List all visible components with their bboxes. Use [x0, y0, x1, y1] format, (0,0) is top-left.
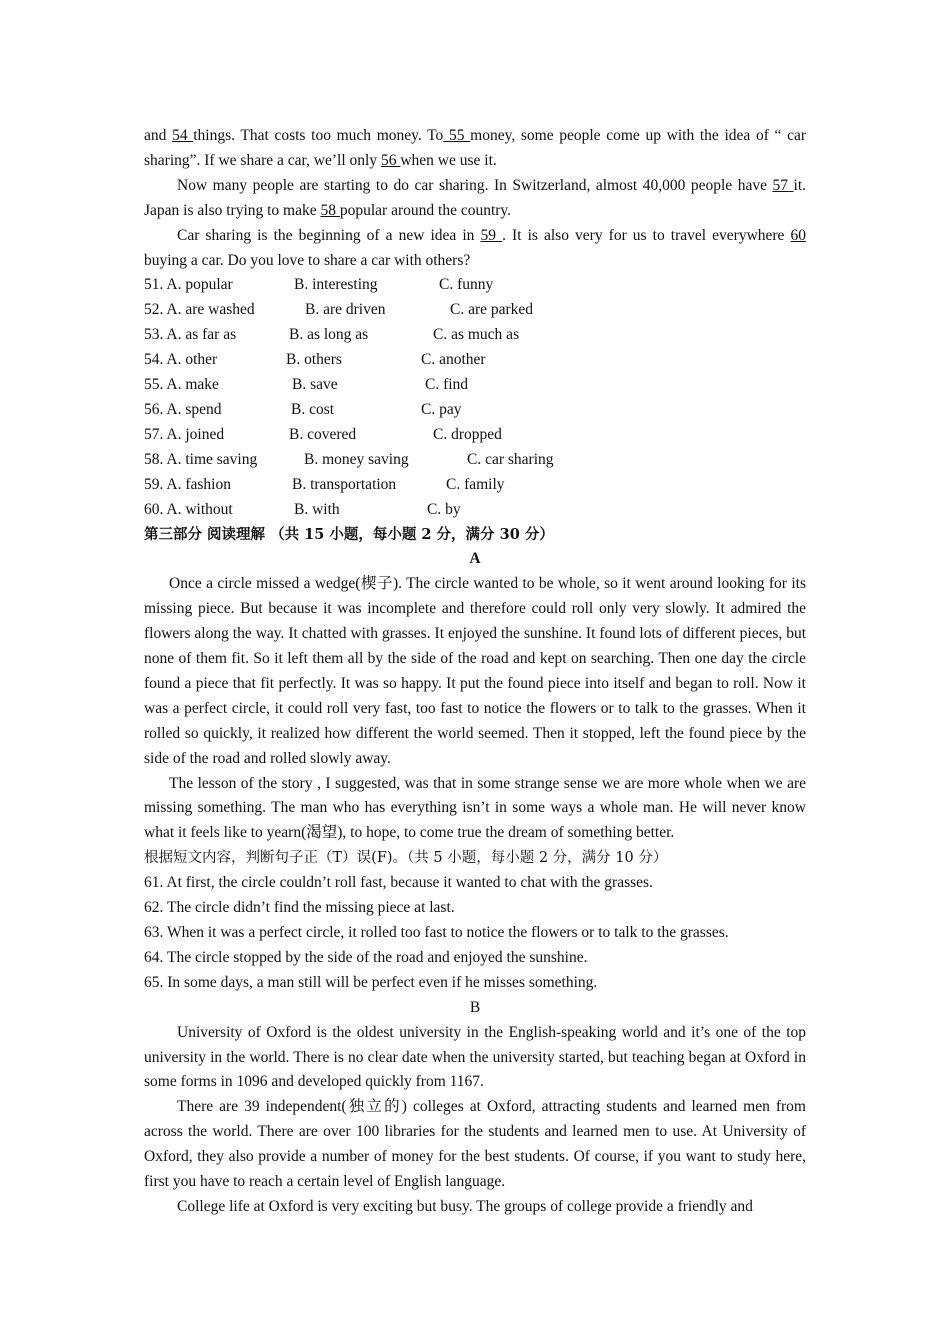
option-c: C. car sharing	[467, 450, 554, 468]
tf-item: 64. The circle stopped by the side of the road and enjoyed the sunshine.	[144, 948, 588, 966]
option-b: B. transportation	[292, 475, 397, 493]
option-a: 56. A. spend	[144, 400, 222, 418]
option-b: B. are driven	[305, 301, 386, 319]
text: Now many people are starting to do car sharing. In Switzerland, almost 40,000 people have	[177, 176, 773, 194]
option-row	[144, 448, 806, 473]
option-a: 60. A. without	[144, 500, 233, 518]
option-a: 59. A. fashion	[144, 475, 231, 493]
passage-b-paragraph: There are 39 independent(独立的) colleges at Oxford, attracting students and learned men from across the world. There are over 100 libraries for the students and learned men to use. At University of Oxford, they also provide a number of money for the best students. Of course, if you want to study here, first you have to reach a certain level of English language.	[144, 1098, 806, 1191]
option-c: C. by	[427, 500, 461, 518]
blank-59: 59	[480, 226, 503, 244]
blank-58: 58	[320, 201, 340, 219]
text: popular around the country.	[339, 201, 512, 219]
option-b: B. money saving	[304, 450, 409, 468]
option-c: C. dropped	[433, 425, 502, 443]
blank-54: 54	[172, 127, 194, 144]
option-list	[144, 273, 806, 522]
text: things. That costs too much money. To	[193, 127, 444, 144]
tf-item: 62. The circle didn’t find the missing piece at last.	[144, 899, 455, 917]
option-a: 55. A. make	[144, 376, 219, 394]
option-a: 53. A. as far as	[144, 326, 237, 344]
option-c: C. pay	[421, 400, 462, 418]
option-b: B. others	[286, 351, 342, 369]
text: and	[144, 127, 173, 144]
text: when we use it.	[400, 151, 497, 169]
option-c: C. are parked	[450, 301, 534, 319]
option-a: 58. A. time saving	[144, 450, 258, 468]
blank-55: 55	[443, 127, 471, 144]
passage-a-paragraph: Once a circle missed a wedge(楔子). The circle wanted to be whole, so it went around looking for its missing piece. But because it was incomplete and therefore could roll only very slowly. It admired the flowers along the way. It chatted with grasses. It enjoyed the sunshine. It found lots of different pieces, but none of them fit. So it left them all by the side of the road and kept on searching. Then one day the circle found a piece that fit perfectly. It was so happy. It put the found piece into itself and began to roll. Now it was a perfect circle, it could roll very fast, too fast to notice the flowers or to talk to the grasses. When it rolled so quickly, it realized how different the world seemed. Then it stopped, left the found piece by the side of the road and rolled slowly away.	[144, 575, 806, 767]
tf-item: 61. At first, the circle couldn’t roll fast, because it wanted to chat with the grasses.	[144, 874, 653, 892]
cloze-paragraph	[144, 224, 806, 274]
passage-label-b: B	[469, 998, 481, 1016]
passage-b-paragraph: College life at Oxford is very exciting but busy. The groups of college provide a friendly and	[177, 1197, 753, 1215]
exam-page	[144, 124, 806, 1220]
option-row	[144, 298, 806, 323]
option-c: C. funny	[439, 276, 494, 294]
tf-item: 63. When it was a perfect circle, it rolled too fast to notice the flowers or to talk to the grasses.	[144, 924, 729, 941]
text: money, some people come up with the idea of “ car sharing”. If we share a car, we’ll only	[144, 127, 807, 169]
option-b: B. with	[294, 500, 340, 518]
option-b: B. cost	[291, 400, 335, 418]
option-c: C. family	[446, 475, 505, 493]
blank-60: 60	[790, 226, 807, 244]
option-b: B. save	[292, 376, 338, 394]
cloze-paragraph	[144, 124, 806, 174]
option-row	[144, 348, 806, 373]
cloze-paragraph	[144, 174, 806, 224]
section-heading: 第三部分 阅读理解 （共 15 小题，每小题 2 分，满分 30 分）	[144, 525, 554, 543]
option-row	[144, 473, 806, 498]
passage-label-a: A	[469, 550, 481, 568]
option-b: B. as long as	[289, 326, 369, 344]
option-c: C. find	[425, 376, 469, 394]
option-a: 52. A. are washed	[144, 301, 255, 319]
option-row	[144, 498, 806, 523]
passage-b-paragraph: University of Oxford is the oldest university in the English-speaking world and it’s one of the top university in the world. There is no clear date when the university started, but teaching began at Oxford in some forms in 1096 and developed quickly from 1167.	[144, 1023, 806, 1091]
option-row	[144, 323, 806, 348]
text: Car sharing is the beginning of a new idea in	[177, 226, 481, 244]
option-row	[144, 273, 806, 298]
option-c: C. another	[421, 351, 486, 369]
option-row	[144, 373, 806, 398]
text: it. Japan is also trying to make	[144, 176, 807, 219]
tf-instruction: 根据短文内容，判断句子正（T）误(F)。（共 5 小题，每小题 2 分，满分 10 分）	[144, 850, 668, 867]
blank-57: 57	[772, 176, 794, 194]
passage-a-paragraph: The lesson of the story , I suggested, was that in some strange sense we are more whole when we are missing something. The man who has everything isn’t in some ways a whole man. He will never know what it feels like to yearn(渴望), to hope, to come true the dream of something better.	[144, 774, 806, 842]
option-a: 57. A. joined	[144, 425, 225, 443]
option-b: B. covered	[289, 425, 357, 443]
option-a: 54. A. other	[144, 351, 218, 369]
option-row	[144, 398, 806, 423]
text: . It is also very for us to travel everywhere	[502, 226, 791, 244]
option-a: 51. A. popular	[144, 276, 233, 294]
option-b: B. interesting	[294, 276, 378, 294]
blank-56: 56	[380, 151, 401, 169]
text: buying a car. Do you love to share a car with others?	[144, 251, 471, 269]
option-row	[144, 423, 806, 448]
option-c: C. as much as	[433, 326, 520, 344]
tf-item: 65. In some days, a man still will be perfect even if he misses something.	[144, 973, 598, 991]
